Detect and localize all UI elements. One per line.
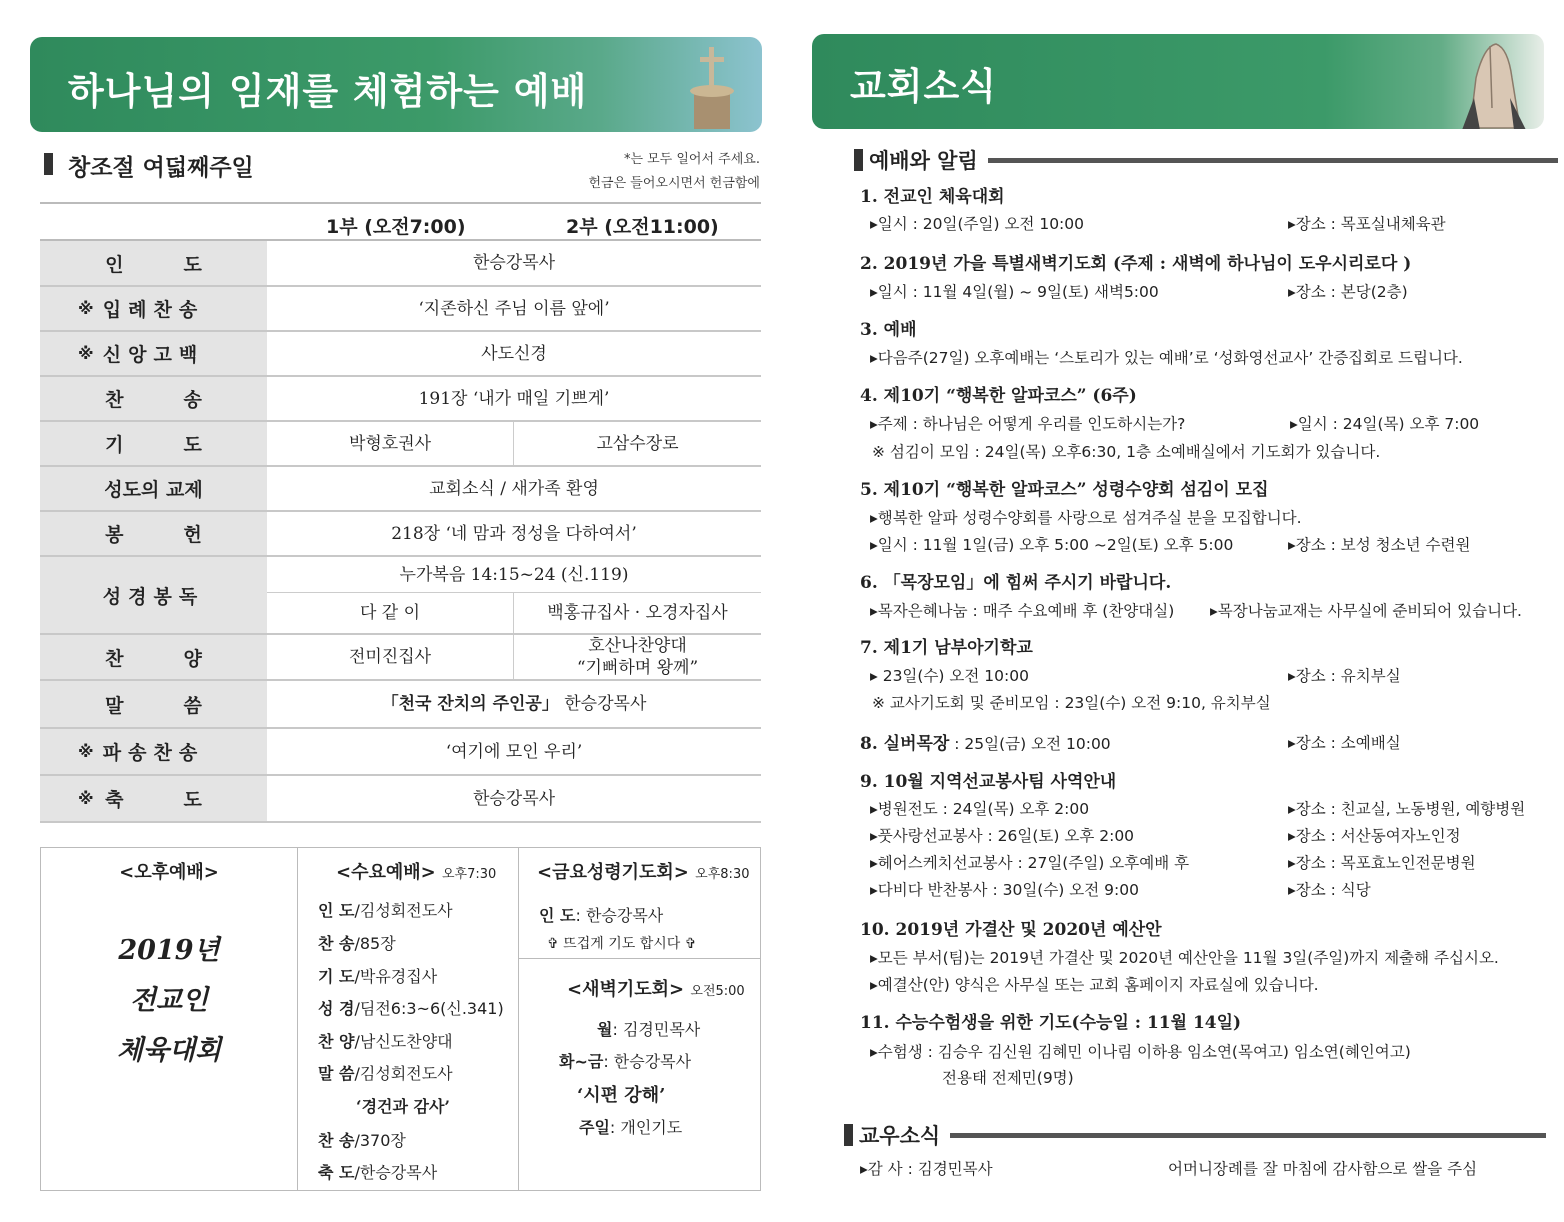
dawn-prayer-box [518,958,761,1191]
item-key: 화~금 [559,1052,604,1071]
member-news-item: ▸감 사 : 김경민목사 [860,1160,993,1178]
dawn-time: 오전5:00 [690,984,745,999]
item-key: 찬 송 [318,934,355,953]
news-line-right: ▸목장나눔교재는 사무실에 준비되어 있습니다. [1210,602,1522,620]
heading-text: 5. 제10기 “행복한 알파코스” 성령수양회 섬김이 모집 [860,480,1269,500]
row-value: 누가복음 14:15~24 (신.119) [267,557,761,593]
list-item [318,898,453,921]
stand-mark: ※ [78,789,94,808]
row-label: 성경봉독 [102,585,205,608]
col-second-service: 2부 (오전11:00) [566,216,719,238]
section-title: 예배와 알림 [869,149,978,173]
news-line: ▸예결산(안) 양식은 사무실 또는 교회 홈페이지 자료실에 있습니다. [870,976,1319,994]
stand-mark: ※ [78,344,94,363]
table-row [40,557,761,635]
news-line: ▸일시 : 20일(주일) 오전 10:00 [870,215,1085,233]
heading-text: 2. 2019년 가을 특별새벽기도회 (주제 : 새벽에 하나님이 도우시리로다 ) [860,254,1412,274]
banner-title: 하나님의 임재를 체험하는 예배 [68,70,588,113]
news-heading [860,915,1162,940]
list-item [559,1049,691,1072]
news-line-right: ▸장소 : 목포효노인전문병원 [1288,854,1476,872]
item-value: /370장 [354,1131,406,1150]
banner-title: 교회소식 [850,65,997,108]
col-first-service: 1부 (오전7:00) [326,216,466,238]
worship-order-table [40,202,761,823]
news-line: ▸풋사랑선교봉사 : 26일(토) 오후 2:00 [870,827,1135,845]
news-line: ▸수험생 : 김승우 김신원 김혜민 이나림 이하용 임소연(목여고) 임소연(혜인여고) [870,1043,1411,1061]
row-label: 성도의 교제 [104,479,203,501]
wednesday-title: <수요예배> [336,862,436,883]
stand-mark: ※ [78,299,94,318]
worship-banner [30,37,762,132]
section-title: 창조절 여덟째주일 [68,155,254,181]
afternoon-line1: 2019년 [118,935,220,966]
dawn-title: <새벽기도회> [567,979,685,1000]
item-key: 성 경 [318,999,355,1018]
news-line: ▸목자은혜나눔 : 매주 수요예배 후 (찬양대실) [870,602,1175,620]
friday-title: <금요성령기도회> [537,862,689,883]
item-key: 월 [597,1020,613,1039]
cross-tower-icon [678,41,748,131]
row-label: 기도 [105,434,262,456]
row-label: 찬양 [105,647,262,670]
notes [588,148,760,196]
table-row [40,377,761,422]
news-heading [860,1008,1241,1033]
news-line: ▸다음주(27일) 오후예배는 ‘스토리가 있는 예배’로 ‘성화영선교사’ 간증집회로 드립니다. [870,349,1463,367]
friday-prayer-box [518,847,761,959]
news-line-right: ▸장소 : 식당 [1288,881,1371,899]
news-line: ▸모든 부서(팀)는 2019년 가결산 및 2020년 예산안을 11월 3일(주일)까지 제출해 주십시오. [870,949,1499,967]
heading-text: 1. 전교인 체육대회 [860,187,1005,207]
row-value-second: 백홍규집사 · 오경자집사 [513,593,761,633]
row-label: 인도 [105,253,262,276]
item-value: /85장 [354,934,396,953]
row-value-second: 고삼수장로 [513,422,761,465]
afternoon-title: <오후예배> [119,862,219,883]
table-row [40,729,761,776]
list-item [318,996,504,1019]
item-value: : 한승강목사 [603,1052,692,1071]
choir-name: 호산나찬양대 [588,636,687,656]
wednesday-time: 오후7:30 [442,867,497,882]
news-line-right: ▸장소 : 본당(2층) [1288,283,1408,301]
news-line-right: ▸장소 : 유치부실 [1288,667,1401,685]
list-item [318,1061,453,1084]
news-heading [860,767,1116,792]
row-label: 신앙고백 [102,344,205,366]
news-heading [860,729,1111,754]
stand-mark: ※ [78,742,94,761]
list-item [318,1128,406,1151]
news-line: ▸주제 : 하나님은 어떻게 우리를 인도하시는가? [870,415,1186,433]
row-label: 말씀 [105,694,262,717]
news-line-right: ▸장소 : 목포실내체육관 [1288,215,1446,233]
heading-text: 9. 10월 지역선교봉사팀 사역안내 [860,772,1117,792]
news-heading [860,315,917,340]
item-key: 축 도 [318,1163,355,1182]
member-news-detail: 어머니장례를 잘 마침에 감사함으로 쌀을 주심 [1168,1160,1478,1178]
row-value: 교회소식 / 새가족 환영 [429,478,599,499]
wednesday-worship-box [297,847,519,1191]
row-value-first: 다 같 이 [359,603,421,623]
heading-text: 6. 「목장모임」에 힘써 주시기 바랍니다. [860,573,1172,593]
section-marker [44,153,53,175]
praying-hands-icon [1450,38,1530,129]
news-heading [860,182,1005,207]
item-key: 인 도 [318,901,355,920]
row-value: 사도신경 [481,343,547,364]
news-line: ▸일시 : 11월 1일(금) 오후 5:00 ~2일(토) 오후 5:00 [870,536,1234,554]
table-header [40,202,761,241]
heading-text: 7. 제1기 남부아기학교 [860,638,1033,658]
news-line: 전용태 전제민(9명) [942,1069,1074,1087]
table-row [40,512,761,557]
table-row [40,241,761,287]
item-value: /남신도찬양대 [354,1032,453,1051]
row-value: 한승강목사 [472,253,556,273]
friday-leader: : 한승강목사 [575,906,664,925]
friday-slogan: ✞ 뜨겁게 기도 합시다 ✞ [547,936,697,952]
note-offering: 헌금은 들어오시면서 헌금함에 [588,176,760,191]
news-line: ▸행복한 알파 성령수양회를 사랑으로 섬겨주실 분을 모집합니다. [870,509,1302,527]
item-key: 찬 양 [318,1032,355,1051]
news-banner [812,34,1544,129]
row-value: ‘여기에 모인 우리’ [445,741,583,762]
row-label: 입례찬송 [102,299,205,321]
item-value: /김성회전도사 [354,1064,453,1083]
row-label: 파송찬송 [102,742,205,764]
news-line: ▸일시 : 11월 4일(월) ~ 9일(토) 새벽5:00 [870,283,1159,301]
list-item [597,1017,700,1040]
news-line: ▸헤어스케치선교봉사 : 27일(주일) 오후예배 후 [870,854,1190,872]
table-row [40,332,761,377]
item-key: 찬 송 [318,1131,355,1150]
list-item [356,1094,450,1117]
item-key: 주일 [579,1118,610,1137]
row-value: 191장 ‘내가 매일 기쁘게’ [418,388,610,409]
friday-time: 오후8:30 [695,867,750,882]
news-heading [860,568,1171,593]
list-item [318,964,437,987]
afternoon-line2: 전교인 [129,985,209,1016]
friday-leader-key: 인 도 [539,906,576,925]
table-row [40,422,761,467]
afternoon-worship-box [40,847,298,1191]
row-value: 한승강목사 [472,788,556,809]
list-item [318,931,396,954]
row-label: 봉헌 [105,524,262,546]
heading-text: 3. 예배 [860,320,917,340]
sermon-title: 「천국 잔치의 주인공」 [381,694,559,714]
choir-song: “기뻐하며 왕께” [576,658,699,678]
item-value: ‘시편 강해’ [577,1085,666,1106]
row-value-first: 전미진집사 [348,647,432,667]
news-line: ▸병원전도 : 24일(목) 오후 2:00 [870,800,1090,818]
list-item [318,1160,437,1183]
news-heading [860,475,1269,500]
news-location: ▸장소 : 소예배실 [1288,734,1401,752]
afternoon-line3: 체육대회 [116,1035,222,1066]
heading-text: 4. 제10기 “행복한 알파코스” (6주) [860,386,1137,406]
table-row [40,776,761,823]
item-key: 말 씀 [318,1064,355,1083]
news-line-right: ▸장소 : 보성 청소년 수련원 [1288,536,1471,554]
table-row [40,287,761,332]
news-line-right: ▸일시 : 24일(목) 오후 7:00 [1290,415,1480,433]
preacher: 한승강목사 [564,694,647,714]
note-stand: *는 모두 일어서 주세요. [623,152,760,167]
list-item [318,1029,453,1052]
row-value: ‘지존하신 주님 이름 앞에’ [418,298,610,319]
table-row [40,681,761,729]
section-header-notices [854,145,1558,175]
item-value: /박유경집사 [354,967,438,986]
news-heading [860,381,1137,406]
item-value: /딤전6:3~6(신.341) [354,999,504,1018]
news-line: ▸다비다 반찬봉사 : 30일(수) 오전 9:00 [870,881,1139,899]
row-value: 218장 ‘네 맘과 정성을 다하여서’ [391,523,637,544]
news-line: ▸ 23일(수) 오전 10:00 [870,667,1029,685]
item-value: /한승강목사 [354,1163,438,1182]
news-heading [860,633,1033,658]
list-item [577,1081,665,1107]
item-value: : 김경민목사 [612,1020,701,1039]
section-header-members [844,1120,1546,1150]
item-value: : 개인기도 [609,1118,683,1137]
row-label: 축도 [105,789,262,811]
table-row [40,467,761,512]
section-title: 교우소식 [859,1124,941,1148]
heading-text: 11. 수능수험생을 위한 기도(수능일 : 11월 14일) [860,1013,1242,1033]
heading-detail: : 25일(금) 오전 10:00 [949,735,1111,753]
news-line: ※ 섬김이 모임 : 24일(목) 오후6:30, 1층 소예배실에서 기도회가 있습니다. [872,443,1381,461]
news-line: ※ 교사기도회 및 준비모임 : 23일(수) 오전 9:10, 유치부실 [872,694,1271,712]
table-row [40,635,761,681]
news-heading [860,249,1411,274]
news-line-right: ▸장소 : 서산동여자노인정 [1288,827,1461,845]
row-value-first: 박형호권사 [348,433,432,454]
heading-text: 10. 2019년 가결산 및 2020년 예산안 [860,920,1162,940]
list-item [579,1115,682,1138]
item-value: ‘경건과 감사’ [356,1097,450,1116]
news-line-right: ▸장소 : 친교실, 노동병원, 예향병원 [1288,800,1526,818]
heading-text: 8. 실버목장 [860,734,950,754]
item-key: 기 도 [318,967,355,986]
item-value: /김성회전도사 [354,901,453,920]
row-label: 찬송 [105,389,262,411]
